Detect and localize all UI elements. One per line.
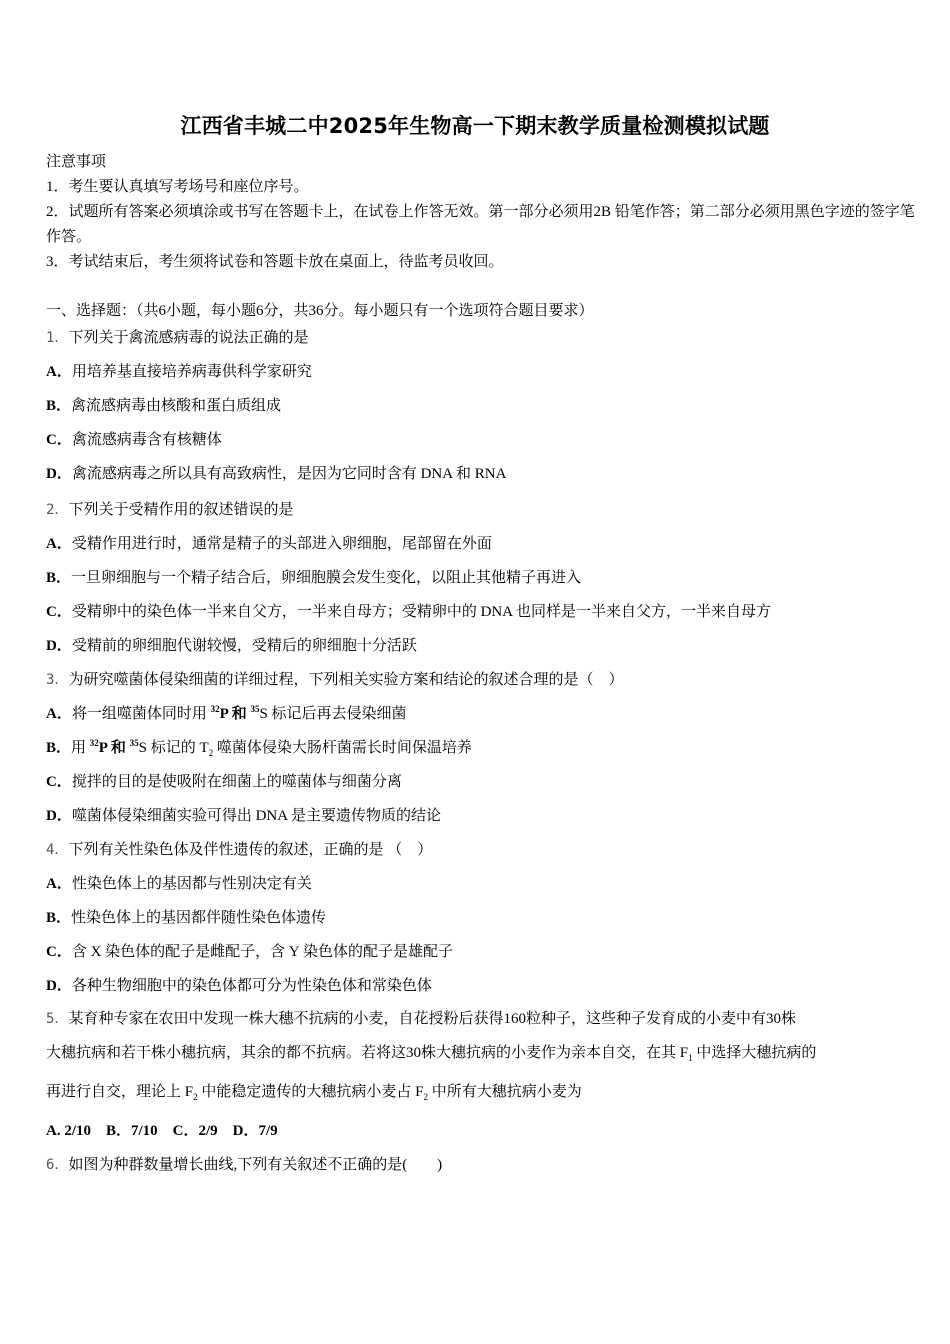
notice-item: 3．考试结束后，考生须将试卷和答题卡放在桌面上，待监考员收回。 (46, 254, 504, 270)
subscript: 1 (688, 1053, 693, 1063)
option-text: 禽流感病毒含有核糖体 (71, 432, 222, 448)
option-text: 一旦卵细胞与一个精子结合后，卵细胞膜会发生变化，以阻止其他精子再进入 (71, 570, 582, 586)
option-4c (46, 940, 453, 961)
question-5 (46, 1002, 916, 1114)
question-number: 4． (46, 842, 69, 858)
option-text: 性染色体上的基因都伴随性染色体遗传 (71, 910, 327, 926)
option-3d (46, 804, 441, 825)
notice-item: 2．试题所有答案必须填涂或书写在答题卡上，在试卷上作答无效。第一部分必须用2B 铅笔作答；第二部分必须用黑色字迹的签字笔作答。 (46, 204, 915, 245)
option-text: 禽流感病毒由核酸和蛋白质组成 (71, 398, 282, 414)
option-text: 受精卵中的染色体一半来自父方，一半来自母方；受精卵中的 DNA 也同样是一半来自父方，一半来自母方 (71, 604, 772, 620)
isotope-superscript: 35 (250, 704, 260, 714)
option-1c (46, 428, 222, 449)
question-stem: 下列有关性染色体及伴性遗传的叙述，正确的是 （ ） (68, 842, 433, 858)
question-number: 5． (46, 1011, 69, 1027)
option-label: D． (46, 808, 72, 824)
question-stem: 中所有大穗抗病小麦为 (427, 1084, 582, 1100)
option-2a (46, 532, 492, 553)
option-text: 各种生物细胞中的染色体都可分为性染色体和常染色体 (71, 978, 432, 994)
option-text: 噬菌体侵染大肠杆菌需长时间保温培养 (213, 740, 472, 756)
option-label: C． (46, 944, 72, 960)
option-1a (46, 360, 312, 381)
question-stem: 下列关于受精作用的叙述错误的是 (68, 502, 294, 518)
option-text: 禽流感病毒之所以具有高致病性，是因为它同时含有 DNA 和 RNA (71, 466, 507, 482)
option-4b (46, 906, 326, 927)
isotope-superscript: 32 (89, 738, 99, 748)
option-text: P 和 (98, 740, 130, 756)
option-2b (46, 566, 581, 587)
question-3 (46, 668, 623, 689)
option-text: S 标记后再去侵染细菌 (259, 706, 407, 722)
section-heading: 一、选择题：（共6小题，每小题6分，共36分。每小题只有一个选项符合题目要求） (46, 303, 594, 319)
option-text: 用培养基直接培养病毒供科学家研究 (71, 364, 312, 380)
option-text: P 和 (219, 706, 251, 722)
option-label: B． (46, 398, 72, 414)
option-label: B． (46, 570, 72, 586)
option-text: S 标记的 T (138, 740, 209, 756)
option-text: 性染色体上的基因都与性别决定有关 (71, 876, 312, 892)
question-6 (46, 1153, 442, 1174)
option-text: 含 X 染色体的配子是雌配子，含 Y 染色体的配子是雄配子 (71, 944, 453, 960)
option-label: D． (46, 466, 72, 482)
option-label: A． (46, 364, 72, 380)
option-3b (46, 736, 472, 758)
option-label: C． (46, 774, 72, 790)
question-5-answers: A. 2/10 B．7/10 C．2/9 D．7/9 (46, 1123, 278, 1139)
option-4d (46, 974, 432, 995)
option-label: C． (46, 432, 72, 448)
question-1 (46, 326, 308, 347)
notice-item: 1．考生要认真填写考场号和座位序号。 (46, 179, 309, 195)
option-label: D． (46, 978, 72, 994)
question-number: 6． (46, 1157, 69, 1173)
option-1d (46, 462, 506, 483)
option-3a (46, 702, 407, 723)
question-stem: 中选择大穗抗病的 (692, 1045, 817, 1061)
question-stem: 再进行自交，理论上 F (46, 1084, 194, 1100)
option-text: 噬菌体侵染细菌实验可得出 DNA 是主要遗传物质的结论 (71, 808, 442, 824)
option-label: B． (46, 910, 72, 926)
option-2d (46, 634, 417, 655)
option-text: 用 (71, 740, 90, 756)
question-4 (46, 838, 432, 859)
option-text: 搅拌的目的是使吸附在细菌上的噬菌体与细菌分离 (71, 774, 402, 790)
question-stem: 某育种专家在农田中发现一株大穗不抗病的小麦，自花授粉后获得160粒种子，这些种子发育成的小麦中有30株 (68, 1011, 796, 1027)
option-label: C． (46, 604, 72, 620)
subscript: 2 (193, 1092, 198, 1102)
question-number: 2． (46, 502, 69, 518)
question-stem: 如图为种群数量增长曲线,下列有关叙述不正确的是( ) (68, 1157, 443, 1173)
option-text: 受精前的卵细胞代谢较慢，受精后的卵细胞十分活跃 (71, 638, 417, 654)
isotope-superscript: 32 (210, 704, 220, 714)
notice-block (46, 150, 916, 275)
option-label: A． (46, 876, 72, 892)
option-3c (46, 770, 402, 791)
question-stem: 为研究噬菌体侵染细菌的详细过程，下列相关实验方案和结论的叙述合理的是（ ） (68, 672, 624, 688)
isotope-superscript: 35 (129, 738, 139, 748)
option-1b (46, 394, 281, 415)
question-stem: 下列关于禽流感病毒的说法正确的是 (68, 330, 309, 346)
option-2c (46, 600, 771, 621)
question-stem: 大穗抗病和若干株小穗抗病，其余的都不抗病。若将这30株大穗抗病的小麦作为亲本自交，在其 F (46, 1045, 689, 1061)
question-stem: 中能稳定遗传的大穗抗病小麦占 F (197, 1084, 424, 1100)
notice-heading: 注意事项 (46, 154, 107, 170)
option-label: B． (46, 740, 72, 756)
subscript: 2 (208, 748, 214, 758)
option-4a (46, 872, 312, 893)
option-label: A． (46, 536, 72, 552)
page-title: 江西省丰城二中2025年生物高一下期末教学质量检测模拟试题 (180, 114, 770, 138)
option-label: D． (46, 638, 72, 654)
question-number: 3． (46, 672, 69, 688)
question-number: 1． (46, 330, 69, 346)
option-text: 将一组噬菌体同时用 (71, 706, 211, 722)
option-text: 受精作用进行时，通常是精子的头部进入卵细胞，尾部留在外面 (71, 536, 492, 552)
option-label: A． (46, 706, 72, 722)
subscript: 2 (423, 1092, 428, 1102)
question-2 (46, 498, 293, 519)
